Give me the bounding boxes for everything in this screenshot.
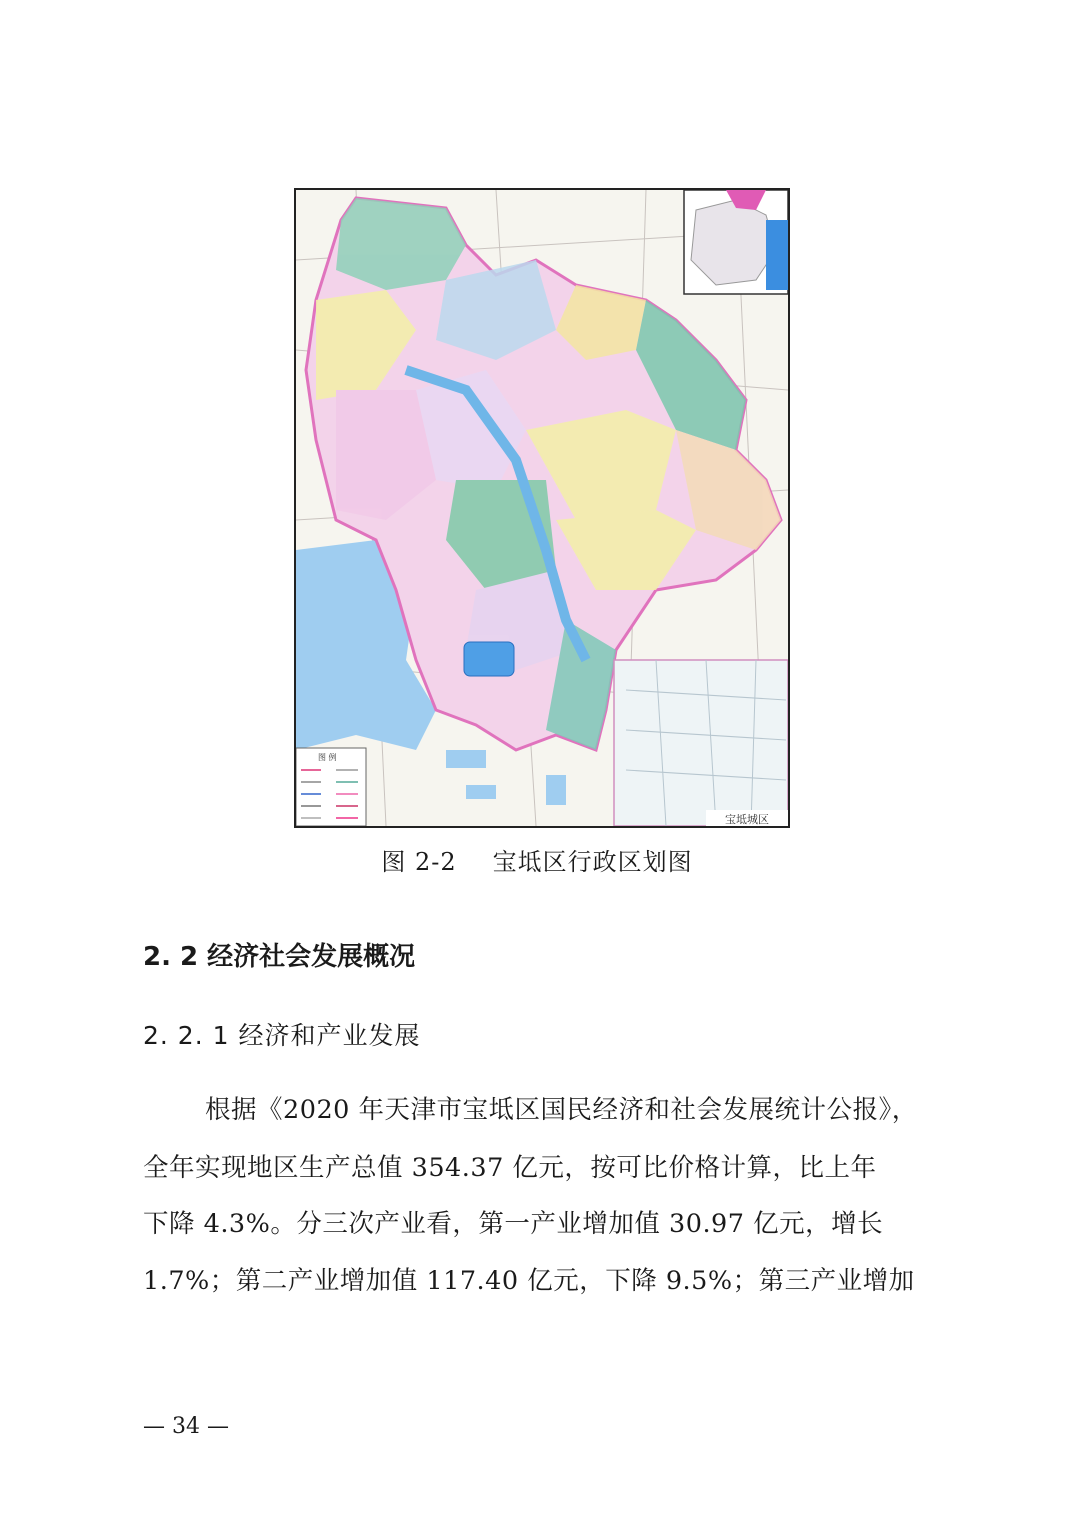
map-graphic <box>296 190 788 826</box>
paragraph-line: 下降 4.3%。分三次产业看，第一产业增加值 30.97 亿元，增长 <box>143 1209 884 1239</box>
inset-label: 宝坻城区 <box>725 813 769 826</box>
district-map-figure <box>294 188 790 828</box>
figure-number: 图 2-2 <box>381 848 457 876</box>
subsection-heading: 2. 2. 1 经济和产业发展 <box>143 1021 421 1050</box>
paragraph-line: 全年实现地区生产总值 354.37 亿元，按可比价格计算，比上年 <box>143 1153 877 1183</box>
city-inset-map <box>614 660 788 826</box>
figure-caption <box>0 842 1074 877</box>
figure-title: 宝坻区行政区划图 <box>492 848 693 876</box>
page-number: — 34 — <box>143 1414 229 1439</box>
legend-title: 图 例 <box>318 753 337 762</box>
paragraph-line: 根据《2020 年天津市宝坻区国民经济和社会发展统计公报》， <box>205 1095 918 1125</box>
section-heading: 2. 2 经济社会发展概况 <box>143 942 416 972</box>
paragraph-line: 1.7%；第二产业增加值 117.40 亿元，下降 9.5%；第三产业增加 <box>143 1266 915 1296</box>
reservoir <box>464 642 514 676</box>
map-legend <box>296 748 366 826</box>
location-inset-map <box>684 190 788 294</box>
